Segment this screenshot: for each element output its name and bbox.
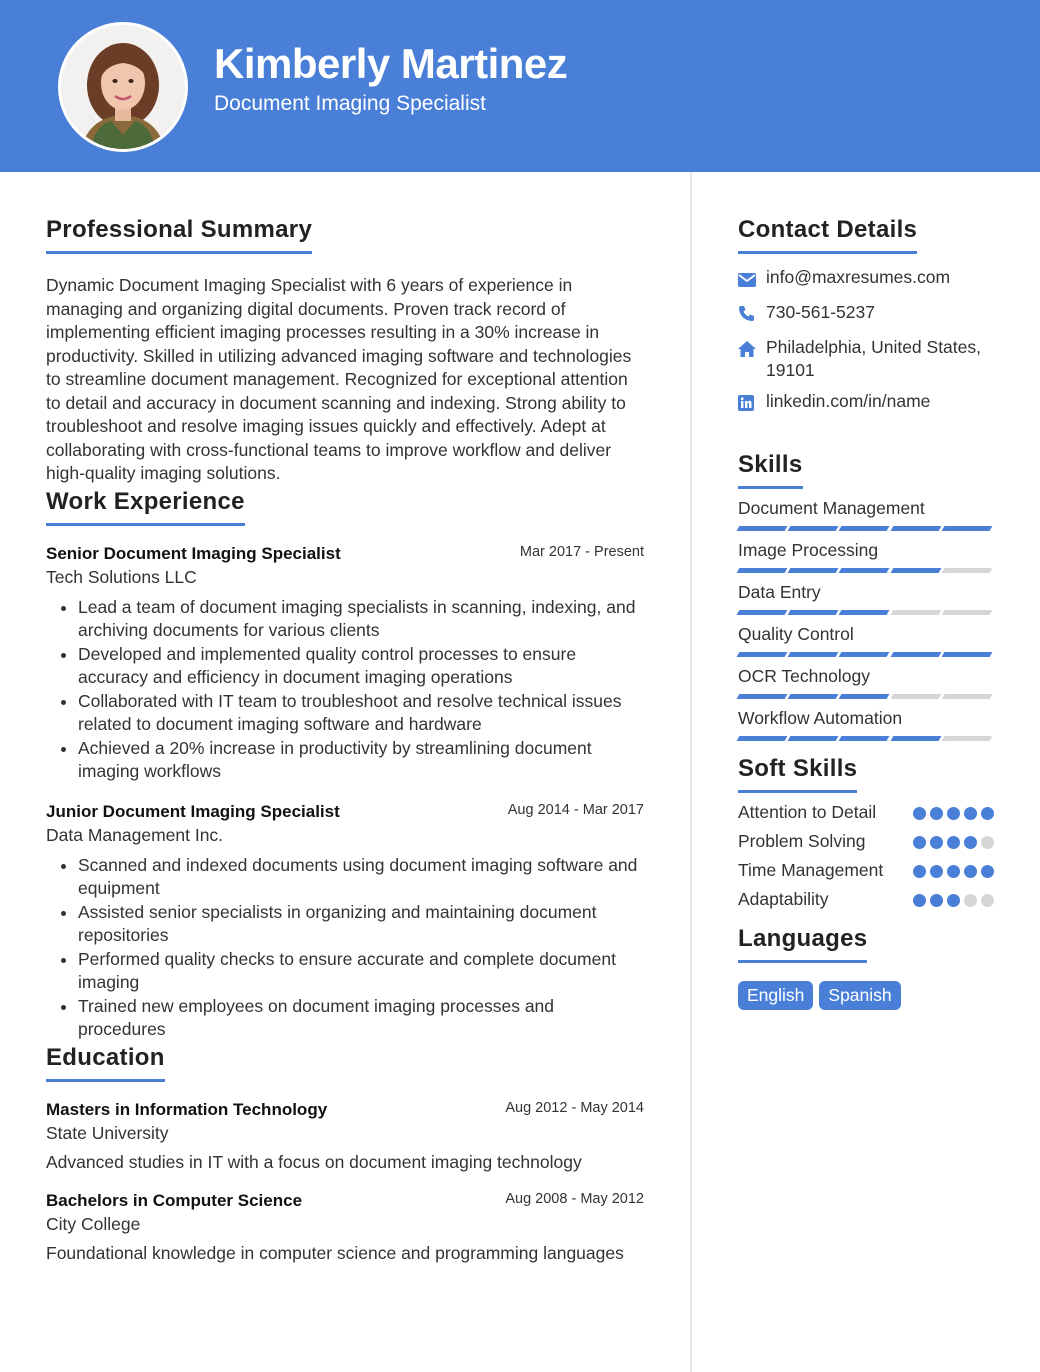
skill-level-segment [737,736,788,741]
job-bullet: • Developed and implemented quality control processes to ensure accuracy and efficiency in document imaging operations [78,643,644,690]
soft-skills-section [738,755,994,911]
rating-dot [947,894,960,907]
rating-dot [981,865,994,878]
phone-icon [738,301,766,328]
skill-level-bar [738,526,994,531]
skill-name: Image Processing [738,540,879,560]
education-entry [46,1100,644,1173]
soft-skill-name: Adaptability [738,889,829,909]
job-title: Junior Document Imaging Specialist [46,801,340,821]
soft-skill-name: Problem Solving [738,831,866,851]
contact-linkedin[interactable] [738,390,994,417]
skill-level-segment [788,694,839,699]
skill-level-segment [839,526,890,531]
skill-name: OCR Technology [738,666,870,686]
candidate-role: Document Imaging Specialist [214,92,486,115]
skill-name: Document Management [738,498,925,518]
school-name: State University [46,1122,169,1143]
job-bullet: • Trained new employees on document imaging processes and procedures [78,995,644,1042]
section-title-contact: Contact Details [738,216,917,254]
skills-section [738,451,994,741]
skill-level-segment [737,652,788,657]
section-title-education: Education [46,1044,165,1082]
contact-section [738,216,994,417]
rating-dot [930,807,943,820]
education-description: Foundational knowledge in computer science and programming languages [46,1242,624,1263]
skill-level-bar [738,652,994,657]
job-title: Senior Document Imaging Specialist [46,543,341,563]
soft-skill-item [738,888,994,911]
contact-address-text: Philadelphia, United States, 19101 [766,337,981,380]
skill-level-segment [941,736,992,741]
rating-dot [964,836,977,849]
job-bullets [46,854,644,1042]
education-section [46,1044,644,1264]
job-bullet: • Collaborated with IT team to troubleshoot and resolve technical issues related to document imaging software and hardware [78,690,644,737]
soft-skill-rating [909,888,994,907]
skill-item [738,581,994,615]
skill-level-segment [890,652,941,657]
education-date: Aug 2012 - May 2014 [505,1099,644,1116]
skill-level-segment [737,526,788,531]
skill-name: Quality Control [738,624,854,644]
rating-dot [947,865,960,878]
rating-dot [947,836,960,849]
section-title-summary: Professional Summary [46,216,312,254]
skill-level-segment [839,568,890,573]
contact-phone-text: 730-561-5237 [766,302,875,322]
soft-skill-name: Attention to Detail [738,802,877,822]
linkedin-icon [738,390,766,417]
job-entry [46,802,644,1042]
skill-level-segment [788,652,839,657]
rating-dot [981,807,994,820]
language-tag: English [738,981,813,1010]
soft-skill-rating [909,859,994,878]
skill-level-segment [737,694,788,699]
education-entry [46,1191,644,1264]
skill-item [738,623,994,657]
rating-dot [930,894,943,907]
skill-level-segment [890,694,941,699]
soft-skill-item [738,830,994,853]
skill-level-segment [788,610,839,615]
soft-skill-name: Time Management [738,860,884,880]
experience-section [46,488,644,1042]
skill-level-segment [839,610,890,615]
skill-level-segment [839,652,890,657]
skill-level-bar [738,694,994,699]
rating-dot [930,836,943,849]
rating-dot [913,807,926,820]
skill-level-bar [738,736,994,741]
rating-dot [964,807,977,820]
skill-level-segment [737,610,788,615]
rating-dot [947,807,960,820]
rating-dot [913,836,926,849]
skill-level-bar [738,568,994,573]
section-title-experience: Work Experience [46,488,245,526]
soft-skill-rating [909,801,994,820]
skill-level-segment [890,610,941,615]
sidebar-column [738,172,994,1010]
rating-dot [930,865,943,878]
rating-dot [981,894,994,907]
rating-dot [964,894,977,907]
language-tags [738,981,994,1010]
home-icon [738,336,766,363]
soft-skill-item [738,801,994,824]
skill-item [738,665,994,699]
soft-skill-item [738,859,994,882]
skill-level-segment [839,694,890,699]
degree-title: Bachelors in Computer Science [46,1190,303,1210]
skill-level-segment [941,652,992,657]
avatar [58,22,188,152]
skill-level-segment [737,568,788,573]
contact-email-text: info@maxresumes.com [766,267,951,287]
skill-name: Data Entry [738,582,821,602]
skill-level-segment [890,526,941,531]
rating-dot [913,894,926,907]
main-column [46,172,644,1264]
contact-linkedin-text: linkedin.com/in/name [766,391,931,411]
rating-dot [964,865,977,878]
envelope-icon [738,266,766,293]
job-bullet: • Achieved a 20% increase in productivity by streamlining document imaging workflows [78,737,644,784]
degree-title: Masters in Information Technology [46,1099,328,1119]
education-date: Aug 2008 - May 2012 [505,1190,644,1207]
skill-level-segment [890,568,941,573]
skill-level-segment [788,736,839,741]
skill-level-segment [941,694,992,699]
summary-text: Dynamic Document Imaging Specialist with 6 years of experience in managing and organizing digital documents. Proven track record of implementing efficient imaging processes resulting in a 30% increase in productivity. Skilled in utilizing advanced imaging software and technologies to streamline document management. Recognized for exceptional attention to detail and accuracy in document scanning and indexing. Strong ability to troubleshoot and resolve imaging issues quickly and effectively. Adept at collaborating with cross-functional teams to improve workflow and deliver high-quality imaging solutions. [46,275,632,483]
resume-header [0,0,1040,172]
section-title-soft-skills: Soft Skills [738,755,857,793]
candidate-name: Kimberly Martinez [214,40,568,87]
skill-level-segment [941,526,992,531]
job-date: Mar 2017 - Present [519,543,644,560]
contact-address [738,336,994,382]
language-tag: Spanish [819,981,900,1010]
skill-level-segment [788,568,839,573]
job-bullets [46,596,644,784]
skill-level-bar [738,610,994,615]
languages-section [738,925,994,1010]
profile-photo [61,25,185,149]
skill-item [738,539,994,573]
school-name: City College [46,1213,141,1234]
skill-level-segment [941,568,992,573]
skill-level-segment [839,736,890,741]
skill-name: Workflow Automation [738,708,903,728]
skill-item [738,707,994,741]
contact-phone[interactable] [738,301,994,328]
skill-level-segment [788,526,839,531]
job-company: Data Management Inc. [46,824,224,845]
rating-dot [981,836,994,849]
column-divider [690,172,692,1372]
job-entry [46,544,644,784]
contact-email[interactable] [738,266,994,293]
section-title-skills: Skills [738,451,803,489]
education-description: Advanced studies in IT with a focus on document imaging technology [46,1151,582,1172]
job-bullet: • Performed quality checks to ensure accurate and complete document imaging [78,948,644,995]
job-date: Aug 2014 - Mar 2017 [507,801,644,818]
job-bullet: • Scanned and indexed documents using document imaging software and equipment [78,854,644,901]
rating-dot [913,865,926,878]
job-bullet: • Lead a team of document imaging specialists in scanning, indexing, and archiving documents for various clients [78,596,644,643]
skill-item [738,497,994,531]
soft-skill-rating [909,830,994,849]
job-company: Tech Solutions LLC [46,566,197,587]
section-title-languages: Languages [738,925,867,963]
job-bullet: • Assisted senior specialists in organizing and maintaining document repositories [78,901,644,948]
summary-section [46,216,644,486]
skill-level-segment [890,736,941,741]
skill-level-segment [941,610,992,615]
